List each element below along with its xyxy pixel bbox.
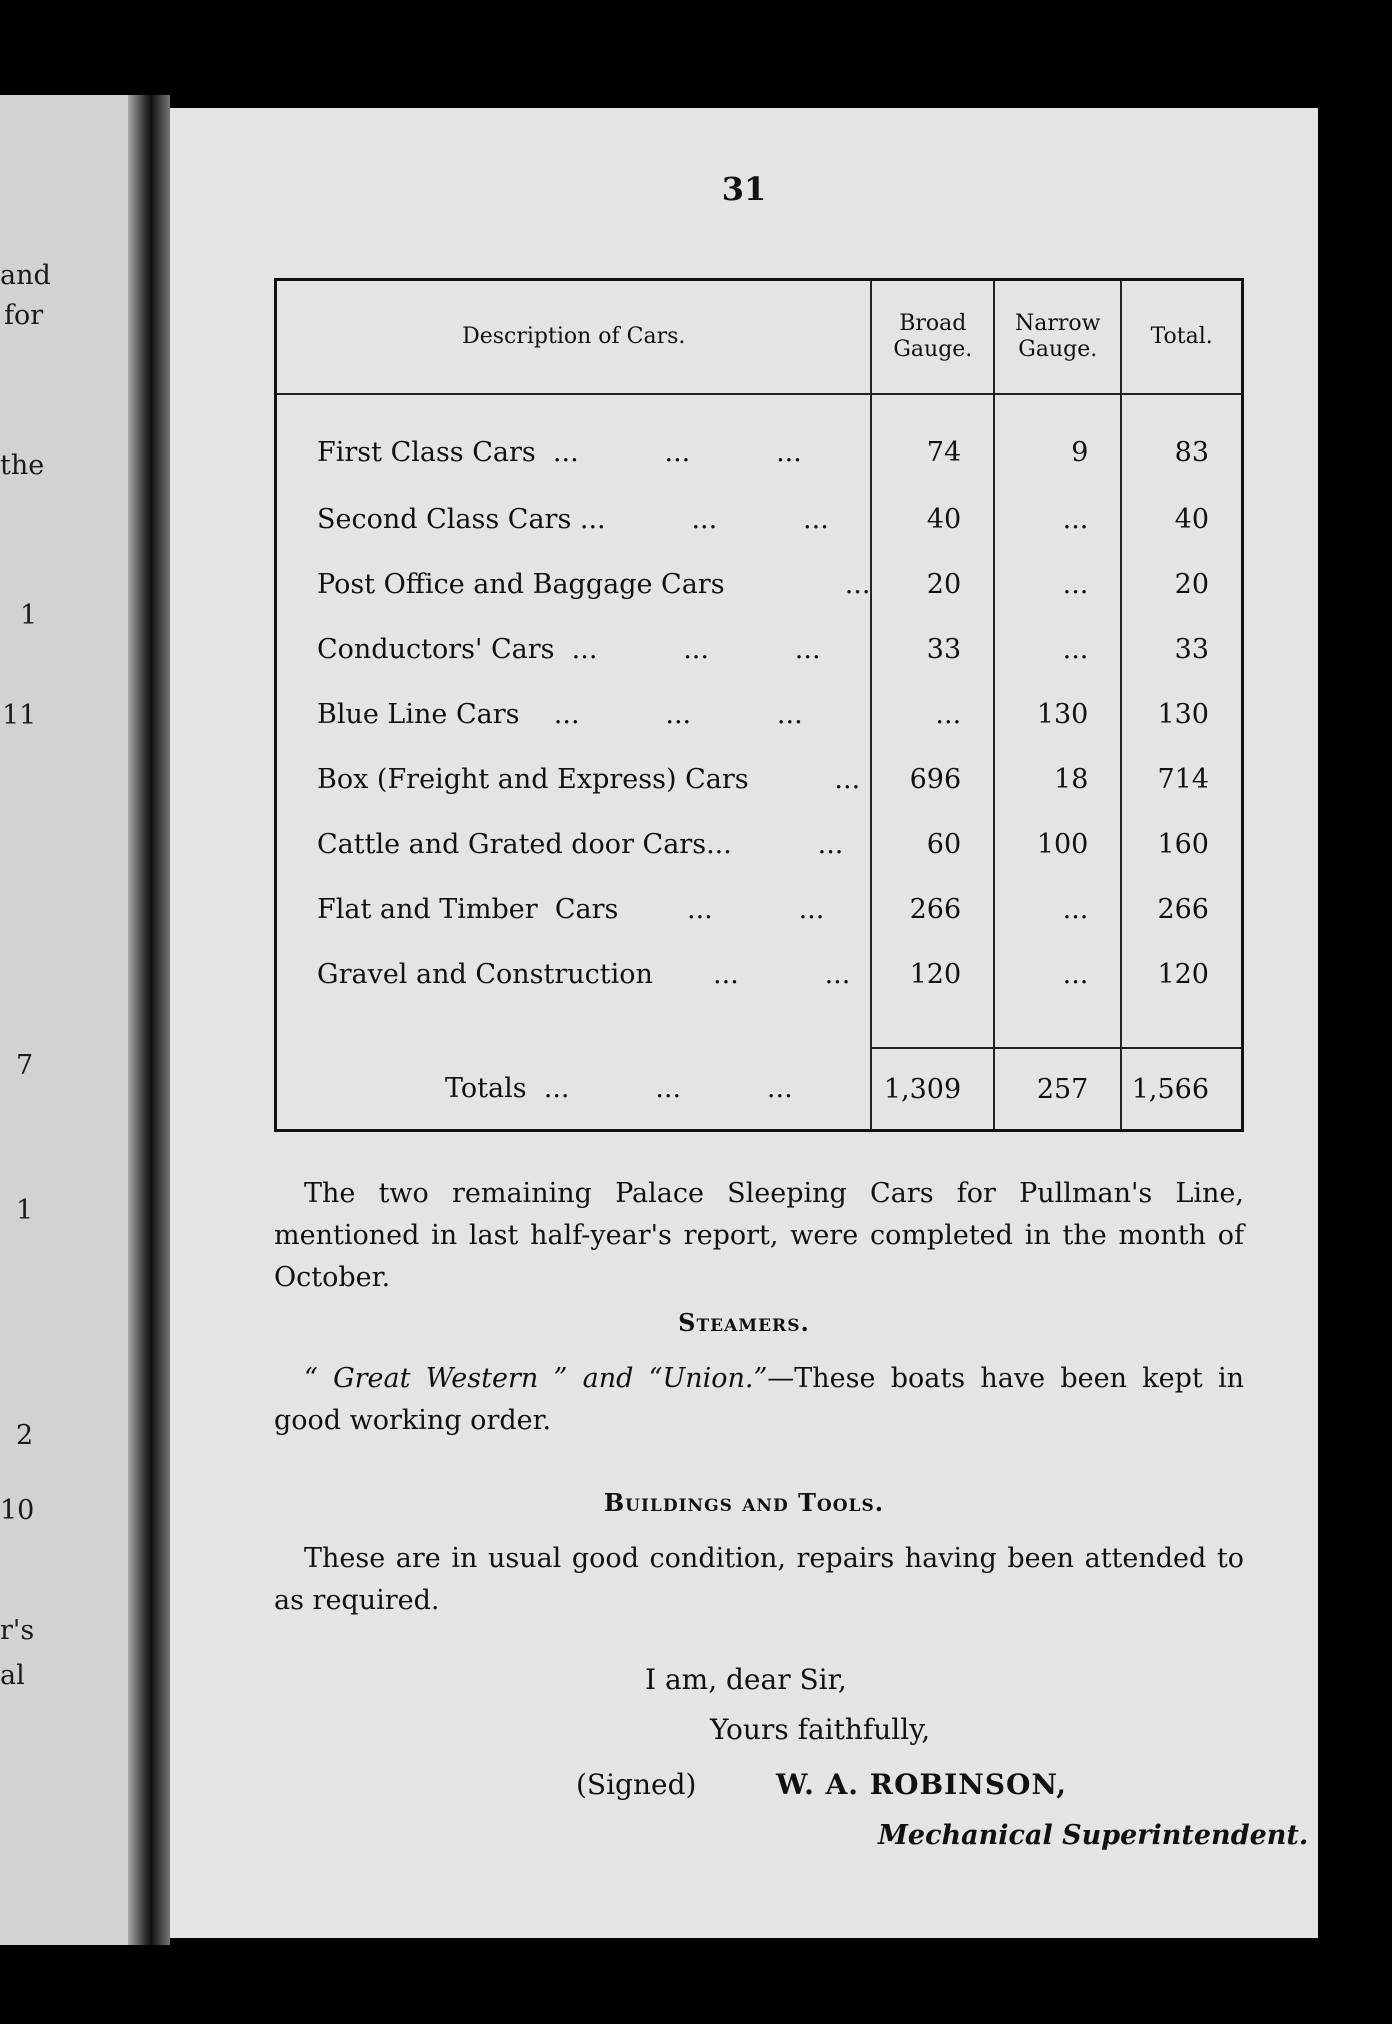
table-header-row	[276, 280, 1243, 395]
table-row	[276, 617, 1243, 682]
row-description: Flat and Timber Cars ... ...	[276, 877, 872, 942]
left-fragment: for	[4, 300, 44, 331]
left-fragment: the	[0, 450, 45, 481]
totals-narrow: 257	[994, 1048, 1121, 1131]
row-broad: 20	[871, 552, 994, 617]
row-broad: ...	[871, 682, 994, 747]
spacer-cell	[1121, 1007, 1242, 1048]
left-fragment: 2	[16, 1420, 34, 1451]
document-page	[170, 108, 1318, 1938]
table-spacer-row	[276, 1007, 1243, 1048]
spacer-cell	[994, 1007, 1121, 1048]
table-row	[276, 487, 1243, 552]
row-total: 83	[1174, 436, 1209, 468]
row-description: Box (Freight and Express) Cars ...	[276, 747, 872, 812]
row-narrow: ...	[994, 487, 1121, 552]
row-narrow: 9	[994, 394, 1121, 487]
steamer-names: “ Great Western ” and “Union.”	[304, 1363, 768, 1394]
left-fragment: and	[0, 260, 51, 291]
header-narrow-gauge: Narrow Gauge.	[994, 280, 1121, 395]
left-fragment: 1	[20, 600, 38, 631]
table-row	[276, 942, 1243, 1007]
row-total: 130	[1157, 699, 1209, 730]
left-fragment: 7	[16, 1050, 34, 1081]
spacer-cell	[276, 1007, 872, 1048]
header-description: Description of Cars.	[276, 280, 872, 395]
signatory-title: Mechanical Superintendent.	[878, 1820, 1309, 1851]
row-total: 120	[1157, 959, 1209, 990]
row-description: Gravel and Construction ... ...	[276, 942, 872, 1007]
table-row	[276, 877, 1243, 942]
row-narrow: ...	[994, 877, 1121, 942]
left-fragment: 1	[16, 1195, 34, 1226]
row-total: 20	[1174, 569, 1209, 600]
table-row	[276, 552, 1243, 617]
paragraph-steamers	[274, 1358, 1244, 1442]
totals-broad: 1,309	[871, 1048, 994, 1131]
row-broad: 120	[871, 942, 994, 1007]
row-description: Conductors' Cars ... ... ...	[276, 617, 872, 682]
left-fragment: 11	[2, 700, 37, 731]
row-broad: 40	[871, 487, 994, 552]
heading-buildings-tools: Buildings and Tools.	[603, 1488, 885, 1517]
paragraph-sleeping-cars: The two remaining Palace Sleeping Cars for Pullman's Line, mentioned in last half-year's report, were completed in the month of October.	[274, 1178, 1244, 1293]
signed-label: (Signed)	[576, 1768, 697, 1801]
table-totals-row	[276, 1048, 1243, 1131]
paragraph-buildings: These are in usual good condition, repairs having been attended to as required.	[274, 1543, 1244, 1616]
spacer-cell	[871, 1007, 994, 1048]
row-total: 33	[1174, 634, 1209, 665]
row-broad: 74	[871, 394, 994, 487]
totals-label: Totals ... ... ...	[276, 1048, 872, 1131]
table-row	[276, 682, 1243, 747]
row-total: 714	[1157, 764, 1209, 795]
totals-total: 1,566	[1131, 1073, 1209, 1105]
left-fragment: al	[0, 1660, 25, 1691]
row-broad: 33	[871, 617, 994, 682]
row-broad: 266	[871, 877, 994, 942]
table-row	[276, 394, 1243, 487]
valediction: Yours faithfully,	[710, 1713, 931, 1746]
row-narrow: ...	[994, 617, 1121, 682]
row-broad: 60	[871, 812, 994, 877]
header-broad-gauge: Broad Gauge.	[871, 280, 994, 395]
row-description: Cattle and Grated door Cars... ...	[276, 812, 872, 877]
signatory-name: W. A. ROBINSON,	[776, 1768, 1067, 1801]
row-total: 266	[1157, 894, 1209, 925]
row-total: 160	[1157, 829, 1209, 860]
heading-steamers: Steamers.	[678, 1308, 810, 1337]
row-narrow: 130	[994, 682, 1121, 747]
cars-table	[274, 278, 1244, 1132]
table-row	[276, 747, 1243, 812]
row-narrow: ...	[994, 552, 1121, 617]
row-broad: 696	[871, 747, 994, 812]
left-fragment: r's	[0, 1615, 35, 1646]
row-description: Second Class Cars ... ... ...	[276, 487, 872, 552]
row-narrow: 18	[994, 747, 1121, 812]
row-description: Blue Line Cars ... ... ...	[276, 682, 872, 747]
row-description: First Class Cars ... ... ...	[276, 394, 872, 487]
table-row	[276, 812, 1243, 877]
row-total: 40	[1174, 504, 1209, 535]
header-total: Total.	[1121, 280, 1242, 395]
left-fragment: 10	[0, 1495, 35, 1526]
row-narrow: 100	[994, 812, 1121, 877]
page-number: 31	[721, 170, 767, 208]
book-spine	[128, 95, 170, 1945]
closing-salutation: I am, dear Sir,	[645, 1663, 847, 1696]
row-narrow: ...	[994, 942, 1121, 1007]
row-description: Post Office and Baggage Cars ...	[276, 552, 872, 617]
steamer-text: —These boats have been kept in good working order.	[274, 1363, 1244, 1436]
